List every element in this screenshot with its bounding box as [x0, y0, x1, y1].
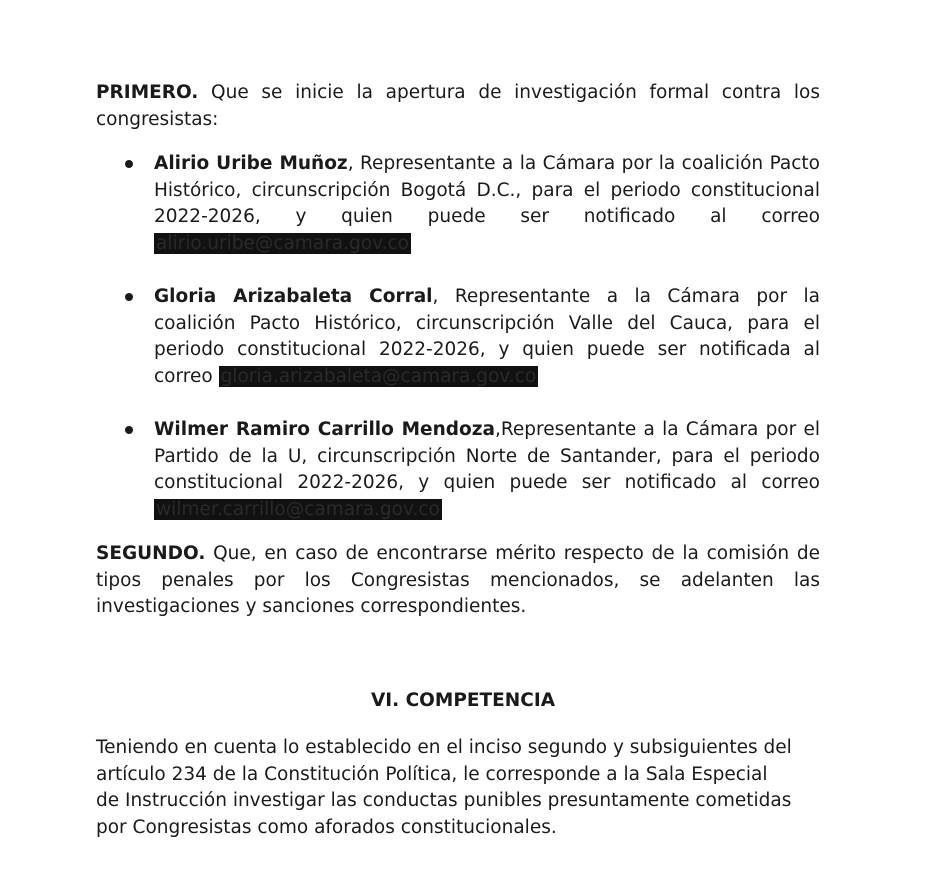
list-item [154, 151, 820, 257]
section-heading: VI. COMPETENCIA [370, 690, 556, 711]
congresista-name: Wilmer Ramiro Carrillo Mendoza [154, 419, 495, 440]
redacted-email: alirio.uribe@camara.gov.co [156, 232, 409, 254]
redacted-email: wilmer.carrillo@camara.gov.co [156, 498, 440, 520]
segundo-label: SEGUNDO. [96, 543, 206, 564]
primero-label: PRIMERO. [96, 82, 199, 103]
congresista-name: Gloria Arizabaleta Corral [154, 286, 433, 307]
segundo-paragraph [96, 541, 820, 621]
congresista-description: , Representante a la Cámara por la coalición Pacto Histórico, circunscripción Valle del Cauca, para el periodo constitucional 2022-2026, y quien puede ser notificada al correo [154, 286, 820, 387]
primero-text: Que se inicie la apertura de investigación formal contra los congresistas: [96, 82, 820, 130]
competencia-paragraph: Teniendo en cuenta lo establecido en el inciso segundo y subsiguientes del artículo 234 de la Constitución Política, le corresponde a la Sala Especial de Instrucción investigar las conductas punibles presuntamente cometidas por Congresistas como aforados constitucionales. [96, 737, 792, 838]
segundo-text: Que, en caso de encontrarse mérito respecto de la comisión de tipos penales por los Congresistas mencionados, se adelanten las investigaciones y sanciones correspondientes. [96, 543, 820, 617]
redacted-email: gloria.arizabaleta@camara.gov.co [220, 365, 537, 387]
congresista-description: , Representante a la Cámara por la coalición Pacto Histórico, circunscripción Bogotá D.C., para el periodo constitucional 2022-2026, y quien puede ser notificado al correo [154, 153, 820, 227]
bullet-icon [125, 426, 133, 434]
list-item [154, 417, 820, 523]
congresista-description: ,Representante a la Cámara por el Partido de la U, circunscripción Norte de Santander, para el periodo constitucional 2022-2026, y quien puede ser notificado al correo [154, 419, 820, 493]
congresista-name: Alirio Uribe Muñoz [154, 153, 348, 174]
primero-paragraph [96, 80, 820, 133]
bullet-icon [125, 160, 133, 168]
bullet-icon [125, 293, 133, 301]
list-item [154, 284, 820, 390]
